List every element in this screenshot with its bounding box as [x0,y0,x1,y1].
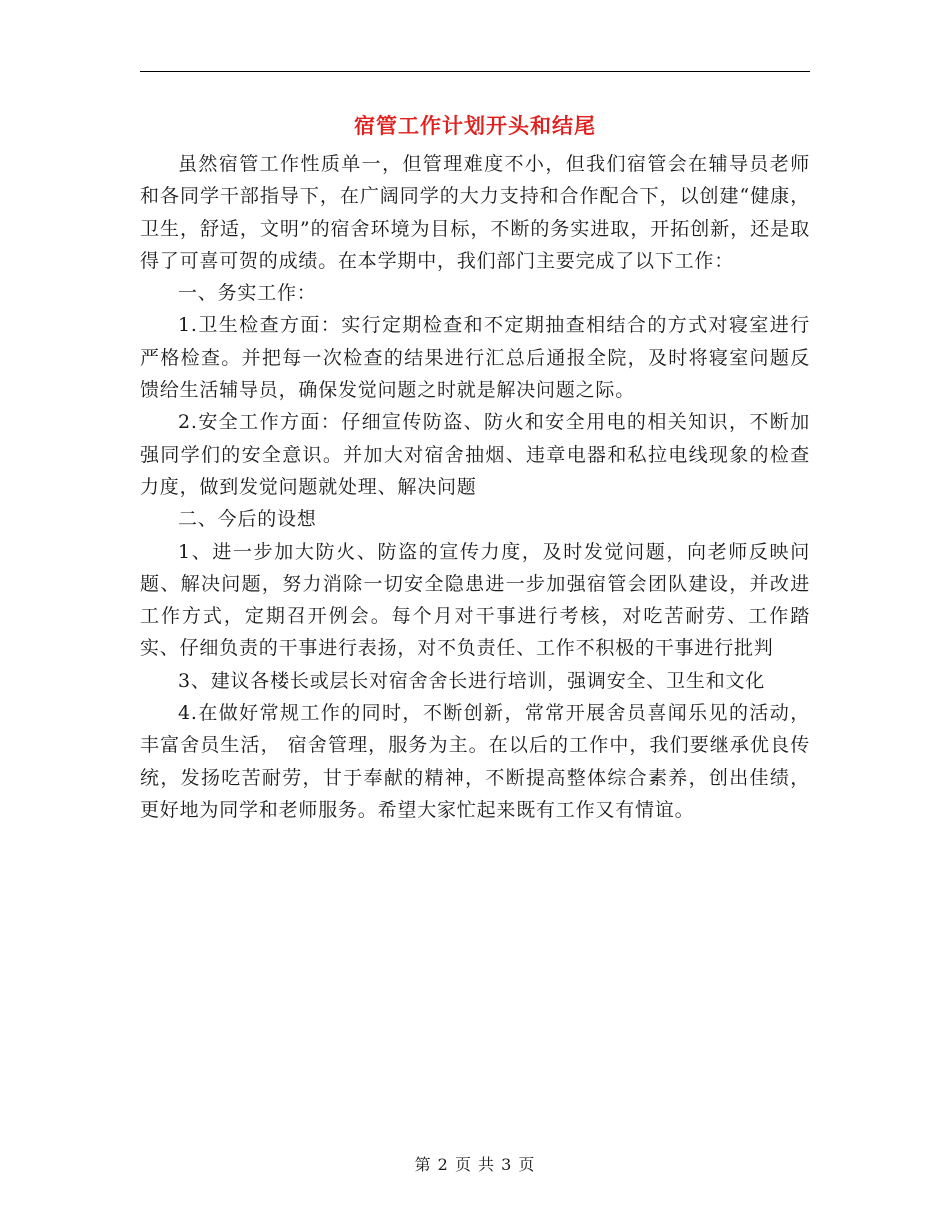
document-body [140,148,810,826]
page-number: 第 2 页 共 3 页 [414,1155,536,1174]
heading-practical-work: 一、务实工作： [178,282,317,305]
paragraph-plan-3: 3、建议各楼长或层长对宿舍舍长进行培训，强调安全、卫生和文化 [178,669,766,692]
paragraph-plan-1: 1、进一步加大防火、防盗的宣传力度，及时发觉问题，向老师反映问题、解决问题，努力消除一切安全隐患进一步加强宿管会团队建设，并改进工作方式，定期召开例会。每个月对干事进行考核，对吃苦耐劳、工作踏实、仔细负责的干事进行表扬，对不负责任、工作不积极的干事进行批判 [140,540,810,660]
paragraph-intro: 虽然宿管工作性质单一，但管理难度不小，但我们宿管会在辅导员老师和各同学干部指导下，在广阔同学的大力支持和合作配合下，以创建“健康，卫生，舒适，文明”的宿舍环境为目标，不断的务实进取，开拓创新，还是取得了可喜可贺的成绩。在本学期中，我们部门主要完成了以下工作： [140,153,810,272]
heading-future-plans: 二、今后的设想 [178,508,317,531]
document-title: 宿管工作计划开头和结尾 [354,113,596,138]
paragraph-plan-4: 4.在做好常规工作的同时，不断创新，常常开展舍员喜闻乐见的活动，丰富舍员生活， 宿舍管理，服务为主。在以后的工作中，我们要继承优良传统，发扬吃苦耐劳，甘于奉献的精神，不断提高整体综合素养，创出佳绩，更好地为同学和老师服务。希望大家忙起来既有工作又有情谊。 [140,702,810,821]
paragraph-safety-work: 2.安全工作方面：仔细宣传防盗、防火和安全用电的相关知识，不断加强同学们的安全意识。并加大对宿舍抽烟、违章电器和私拉电线现象的检查力度，做到发觉问题就处理、解决问题 [140,411,810,498]
paragraph-hygiene-inspection: 1.卫生检查方面：实行定期检查和不定期抽查相结合的方式对寝室进行严格检查。并把每一次检查的结果进行汇总后通报全院，及时将寝室问题反馈给生活辅导员，确保发觉问题之时就是解决问题之际。 [140,314,810,402]
header-rule [140,71,810,72]
